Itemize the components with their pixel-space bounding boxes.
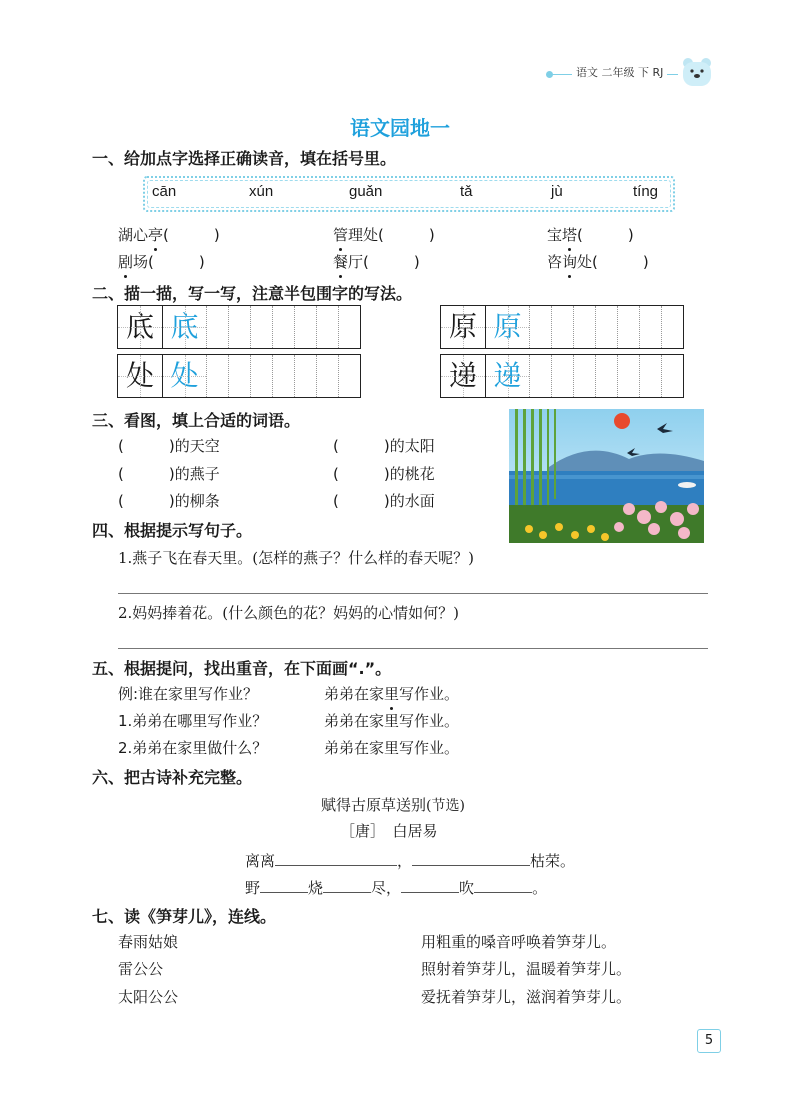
section5-heading: 五、根据提问，找出重音，在下面画“.”。 [92,659,392,678]
page-number: 5 [697,1029,721,1053]
poem-author: ［唐］ 白居易 [340,822,438,840]
fill-item[interactable]: ( )的太阳 [333,437,435,455]
poem-line2[interactable]: 野 烧 尽， 吹 。 [245,879,548,897]
fill-item[interactable]: ( )的柳条 [118,492,220,510]
word-item[interactable]: 湖心亭( ) [118,226,220,244]
word-item[interactable]: 剧场( ) [118,253,205,271]
pinyin-box [143,176,675,212]
bear-mascot-icon [680,56,714,86]
match-right-item[interactable]: 照射着笋芽儿，温暖着笋芽儿。 [421,960,632,978]
fill-item[interactable]: ( )的水面 [333,492,435,510]
sentence-prompt: 1.燕子飞在春天里。(怎样的燕子？什么样的春天呢？) [118,549,475,567]
example-question: 例:谁在家里写作业？ [118,685,259,703]
pinyin-option: cān [152,183,177,200]
spring-scene-image [509,409,704,543]
match-right-item[interactable]: 用粗重的嗓音呼唤着笋芽儿。 [421,933,617,951]
word-item[interactable]: 咨询处( ) [547,253,649,271]
section1-heading: 一、给加点字选择正确读音，填在括号里。 [92,149,397,168]
match-left-item[interactable]: 春雨姑娘 [118,933,179,951]
trace-char: 递 [485,355,529,397]
pinyin-option: tǎ [460,183,473,200]
trace-char: 原 [485,306,529,348]
fill-item[interactable]: ( )的燕子 [118,465,220,483]
match-right-item[interactable]: 爱抚着笋芽儿，滋润着笋芽儿。 [421,988,632,1006]
model-char: 递 [441,355,485,397]
pinyin-option: jù [551,183,563,200]
pinyin-option: tíng [633,183,659,200]
question: 2.弟弟在家里做什么？ [118,739,268,757]
answer-sentence[interactable]: 弟弟在家里写作业。 [324,712,460,730]
sentence-prompt: 2.妈妈捧着花。(什么颜色的花？妈妈的心情如何？) [118,604,460,622]
writing-grid[interactable] [440,354,684,398]
section7-heading: 七、读《笋芽儿》，连线。 [92,907,277,926]
header-dot [546,71,553,78]
word-item[interactable]: 餐厅( ) [333,253,420,271]
poem-title: 赋得古原草送别(节选) [321,796,465,814]
model-char: 原 [441,306,485,348]
model-char: 底 [118,306,162,348]
pinyin-option: xún [249,183,274,200]
answer-sentence[interactable]: 弟弟在家里写作业。 [324,739,460,757]
answer-line[interactable] [118,593,708,594]
poem-line1[interactable]: 离离 ， 枯荣。 [245,852,576,870]
trace-char: 处 [162,355,206,397]
section3-heading: 三、看图，填上合适的词语。 [92,411,301,430]
model-char: 处 [118,355,162,397]
trace-char: 底 [162,306,206,348]
match-left-item[interactable]: 太阳公公 [118,988,179,1006]
match-left-item[interactable]: 雷公公 [118,960,164,978]
question: 1.弟弟在哪里写作业？ [118,712,268,730]
fill-item[interactable]: ( )的桃花 [333,465,435,483]
word-item[interactable]: 管理处( ) [333,226,435,244]
writing-grid[interactable] [117,354,361,398]
writing-grid[interactable] [117,305,361,349]
page-title: 语文园地一 [350,116,450,140]
word-item[interactable]: 宝塔( ) [547,226,634,244]
header-subject: 语文 二年级 下 RJ [572,64,667,80]
section6-heading: 六、把古诗补充完整。 [92,768,253,787]
writing-grid[interactable] [440,305,684,349]
fill-item[interactable]: ( )的天空 [118,437,220,455]
section2-heading: 二、描一描，写一写，注意半包围字的写法。 [92,284,413,303]
section4-heading: 四、根据提示写句子。 [92,521,253,540]
example-answer: 弟弟在家里写作业。 [324,685,460,703]
pinyin-option: guǎn [349,183,383,200]
answer-line[interactable] [118,648,708,649]
